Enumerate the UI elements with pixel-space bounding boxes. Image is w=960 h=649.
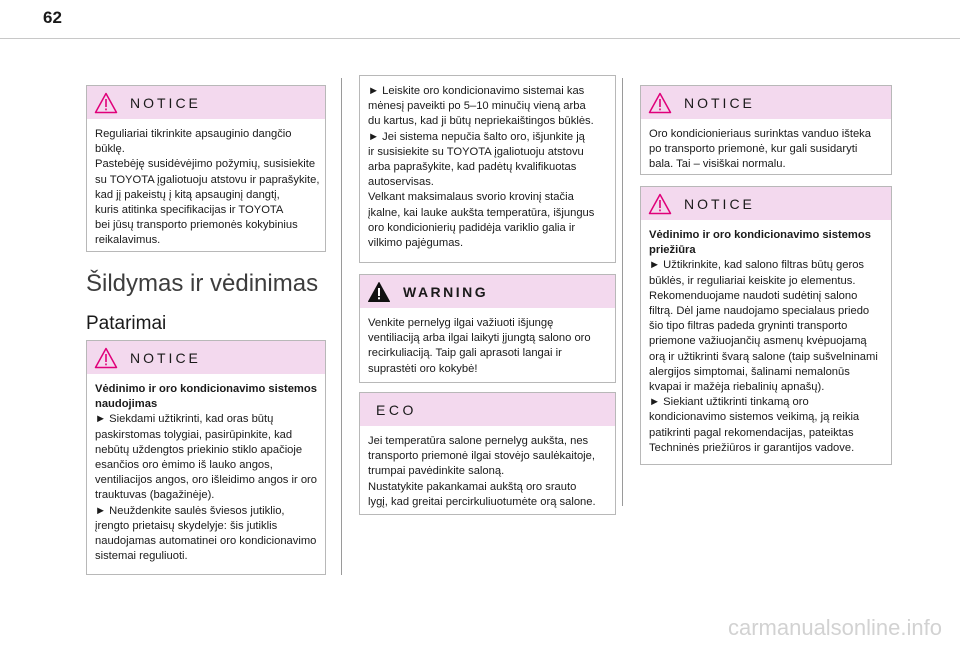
text-line: reikalavimus. bbox=[95, 234, 161, 247]
notice-text bbox=[641, 220, 891, 464]
text-line: arba paprašykite, kad padėtų kvalifikuotas bbox=[368, 161, 577, 174]
text-line: esančios oro ėmimo iš lauko angos, bbox=[95, 459, 273, 472]
warning-triangle-icon bbox=[94, 92, 118, 114]
subsection-title: Patarimai bbox=[86, 313, 167, 334]
notice-title: NOTICE bbox=[130, 94, 201, 111]
eco-box bbox=[359, 392, 616, 515]
text-line: Venkite pernelyg ilgai važiuoti išjungę bbox=[368, 317, 554, 329]
text-line: trumpai pavėdinkite saloną. bbox=[368, 465, 505, 478]
notice-box bbox=[640, 85, 892, 175]
notice-text bbox=[87, 119, 325, 257]
watermark: carmanualsonline.info bbox=[727, 615, 942, 640]
warning-triangle-icon bbox=[94, 347, 118, 369]
text-line: būklės, ir reguliariai keiskite jo elementus. bbox=[649, 274, 856, 287]
text-line: įrengto prietaisų skydelyje: šis jutiklis bbox=[95, 519, 278, 532]
notice-header bbox=[87, 341, 325, 374]
notice-box bbox=[640, 186, 892, 465]
text-line: šio tipo filtras padeda gryninti transporto bbox=[649, 320, 848, 333]
notice-title: NOTICE bbox=[684, 195, 755, 212]
text-line: transporto priemonė ilgai stovėjo saulėkaitoje, bbox=[368, 450, 595, 463]
text-line: suprastėti oro kokybė! bbox=[368, 362, 478, 375]
eco-text bbox=[360, 426, 615, 518]
text-line: recirkuliaciją. Taip gali aprasoti langai ir bbox=[368, 347, 562, 360]
text-line: įkalne, kai lauke aukšta temperatūra, išjungus bbox=[368, 206, 595, 219]
warning-header bbox=[360, 275, 615, 308]
continued-notice-box bbox=[359, 75, 616, 263]
column-divider bbox=[341, 78, 342, 575]
notice-title: NOTICE bbox=[130, 349, 201, 366]
text-line: alergijos simptomai, šalinami nemalonūs bbox=[649, 365, 850, 378]
notice-text bbox=[641, 119, 891, 181]
text-line: kondicionavimo sistemos veikimą, ją reikia bbox=[649, 411, 860, 424]
header-divider bbox=[0, 38, 960, 39]
text-line: bei jūsų transporto priemonės kokybinius bbox=[95, 219, 298, 232]
text-line: sistemai reguliuoti. bbox=[95, 550, 188, 563]
text-line: autoservisas. bbox=[368, 176, 434, 189]
column-divider bbox=[622, 78, 623, 506]
warning-text bbox=[360, 308, 615, 385]
text-line: priemone važiuojančių asmenų kvėpuojamą bbox=[649, 335, 867, 348]
notice-heading: Vėdinimo ir oro kondicionavimo sistemos bbox=[95, 383, 317, 395]
text-line: ► Siekiant užtikrinti tinkamą oro bbox=[649, 396, 809, 409]
text-line: ► Siekdami užtikrinti, kad oras būtų bbox=[95, 413, 274, 426]
text-line: Nustatykite pakankamai aukštą oro srauto bbox=[368, 480, 577, 493]
warning-title: WARNING bbox=[403, 283, 489, 300]
text-line: lygį, kad greitai percirkuliuotumėte orą salone. bbox=[368, 495, 596, 508]
page-number: 62 bbox=[43, 8, 62, 27]
text-line: kuris atitinka specifikacijas ir TOYOTA bbox=[95, 204, 284, 217]
text-line: oro kondicionierių padidėja variklio galia ir bbox=[368, 221, 576, 234]
notice-heading: priežiūra bbox=[649, 244, 696, 257]
notice-heading: Vėdinimo ir oro kondicionavimo sistemos bbox=[649, 229, 871, 241]
text-line: Techninės priežiūros ir garantijos vadove. bbox=[649, 441, 855, 454]
text-line: ► Neuždenkite saulės šviesos jutiklio, bbox=[95, 504, 285, 517]
text-line: ventiliacijos angos, oro išleidimo angos ir oro bbox=[95, 474, 317, 487]
notice-header bbox=[641, 187, 891, 220]
text-line: ► Jei sistema nepučia šalto oro, išjunkite ją bbox=[368, 130, 585, 143]
text-line: paskirstomas tolygiai, pasirūpinkite, kad bbox=[95, 428, 293, 441]
text-line: Velkant maksimalaus svorio krovinį stačia bbox=[368, 191, 574, 204]
text-line: kad jį pakeistų į kitą apsauginį dangtį, bbox=[95, 188, 280, 201]
text-line: ventiliaciją arba ilgai laikyti įjungtą salono oro bbox=[368, 332, 591, 345]
text-line: po transporto priemonė, kur gali susidaryti bbox=[649, 143, 858, 156]
text-line: bala. Tai – visiškai normalu. bbox=[649, 158, 786, 171]
text-line: ir susisiekite su TOYOTA įgaliotuoju atstovu bbox=[368, 145, 584, 158]
text-line: kvapai ir mažėja riebalinių apnašų). bbox=[649, 381, 825, 394]
text-line: vilkimo pajėgumas. bbox=[368, 237, 464, 250]
text-line: būklę. bbox=[95, 143, 125, 156]
notice-header bbox=[641, 86, 891, 119]
text-line: ► Užtikrinkite, kad salono filtras būtų geros bbox=[649, 259, 865, 272]
notice-box bbox=[86, 85, 326, 252]
eco-title: ECO bbox=[376, 401, 417, 418]
warning-filled-icon bbox=[367, 281, 391, 303]
text-line: ► Leiskite oro kondicionavimo sistemai kas bbox=[368, 85, 585, 97]
warning-triangle-icon bbox=[648, 92, 672, 114]
text-line: Oro kondicionieriaus surinktas vanduo išteka bbox=[649, 128, 872, 140]
notice-title: NOTICE bbox=[684, 94, 755, 111]
text-line: su TOYOTA įgaliotuoju atstovu ir paprašykite, bbox=[95, 173, 320, 186]
text-line: Jei temperatūra salone pernelyg aukšta, nes bbox=[368, 435, 589, 447]
warning-triangle-icon bbox=[648, 193, 672, 215]
text-line: Reguliariai tikrinkite apsauginio dangčio bbox=[95, 128, 292, 140]
eco-header bbox=[360, 393, 615, 426]
notice-text bbox=[87, 374, 325, 572]
text-line: patikrinti pagal rekomendacijas, pateiktas bbox=[649, 426, 854, 439]
text-line: nebūtų uždengtos priekinio stiklo apačioje bbox=[95, 443, 303, 456]
warning-box bbox=[359, 274, 616, 383]
text-line: orą ir užtikrinti švarą salone (taip sušvelninami bbox=[649, 350, 878, 363]
notice-header bbox=[87, 86, 325, 119]
text-line: trauktuvas (bagažinėje). bbox=[95, 489, 215, 502]
text-line: mėnesį paveikti po 5–10 minučių vieną arba bbox=[368, 100, 586, 113]
text-line: naudojamas automatinei oro kondicionavimo bbox=[95, 535, 317, 548]
text-line: Pastebėję susidėvėjimo požymių, susisiekite bbox=[95, 158, 316, 171]
continued-text bbox=[360, 76, 615, 259]
notice-heading: naudojimas bbox=[95, 398, 158, 411]
text-line: du kartus, kad ji būtų nepriekaištingos būklės. bbox=[368, 115, 594, 128]
text-line: Rekomenduojame naudoti sudėtinį salono bbox=[649, 289, 858, 302]
text-line: filtrą. Dėl jame naudojamo specialaus priedo bbox=[649, 305, 870, 318]
notice-box bbox=[86, 340, 326, 575]
section-title: Šildymas ir vėdinimas bbox=[86, 270, 319, 297]
